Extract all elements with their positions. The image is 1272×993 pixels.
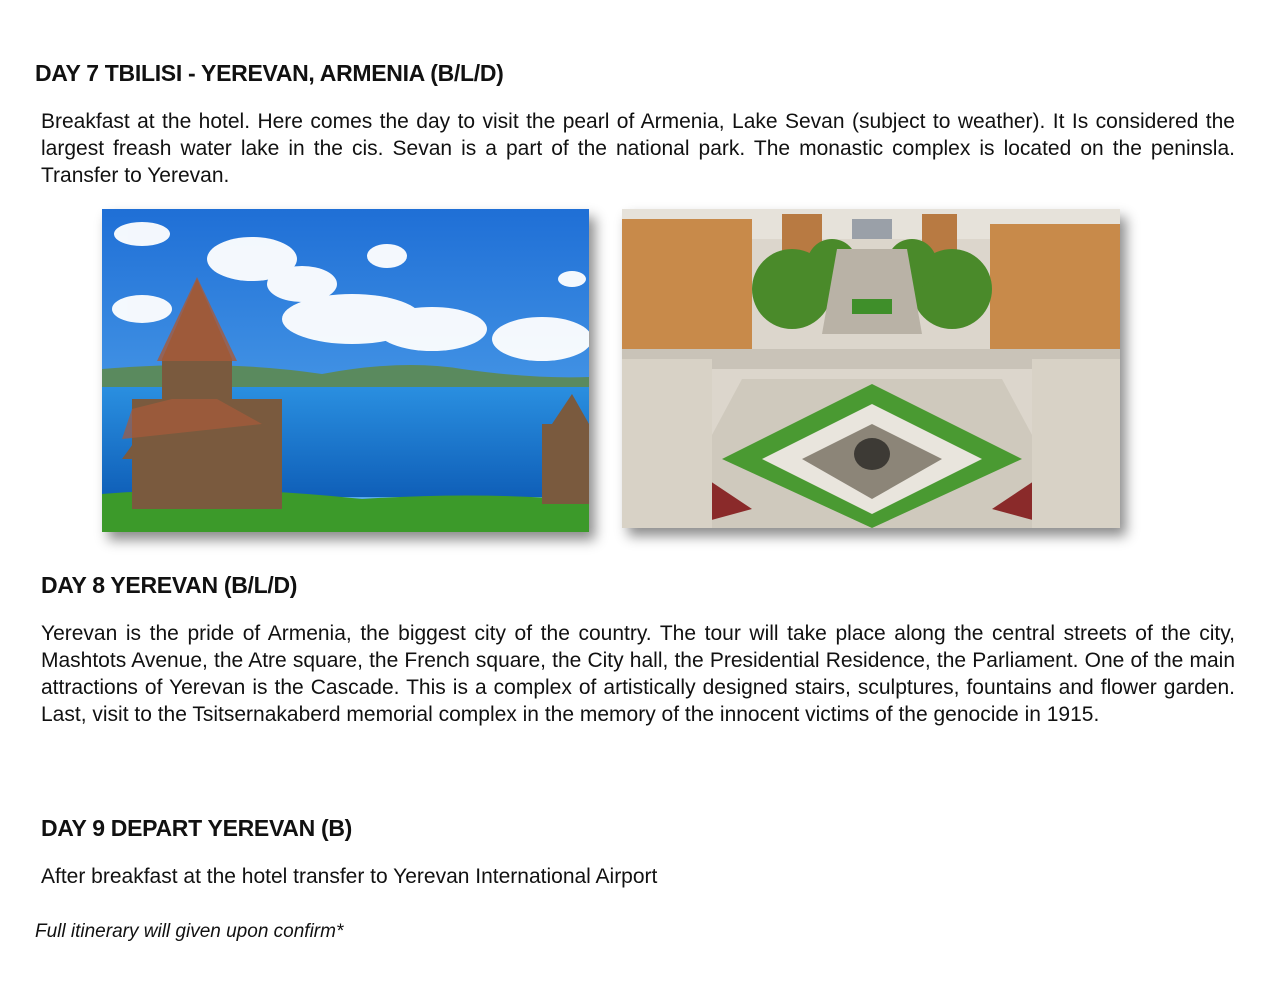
day7-heading: DAY 7 TBILISI - YEREVAN, ARMENIA (B/L/D) [35, 60, 504, 86]
yerevan-cascade-photo [622, 209, 1120, 528]
lake-sevan-photo [102, 209, 589, 532]
day7-description: Breakfast at the hotel. Here comes the day to visit the pearl of Armenia, Lake Sevan (subject to weather). It Is considered the largest freash water lake in the cis. Sevan is a part of the national park. The monastic complex is located on the peninsla. Transfer to Yerevan. [41, 110, 1235, 187]
day8-heading: DAY 8 YEREVAN (B/L/D) [41, 572, 298, 598]
day8-description: Yerevan is the pride of Armenia, the biggest city of the country. The tour will take place along the central streets of the city, Mashtots Avenue, the Atre square, the French square, the City hall, the Presidential Residence, the Parliament. One of the main attractions of Yerevan is the Cascade. This is a complex of artistically designed stairs, sculptures, fountains and flower garden. Last, visit to the Tsitsernakaberd memorial complex in the memory of the innocent victims of the genocide in 1915. [41, 622, 1235, 726]
day9-description: After breakfast at the hotel transfer to Yerevan International Airport [41, 865, 658, 888]
footer-note: Full itinerary will given upon confirm* [35, 921, 344, 942]
day9-heading: DAY 9 DEPART YEREVAN (B) [41, 815, 353, 841]
